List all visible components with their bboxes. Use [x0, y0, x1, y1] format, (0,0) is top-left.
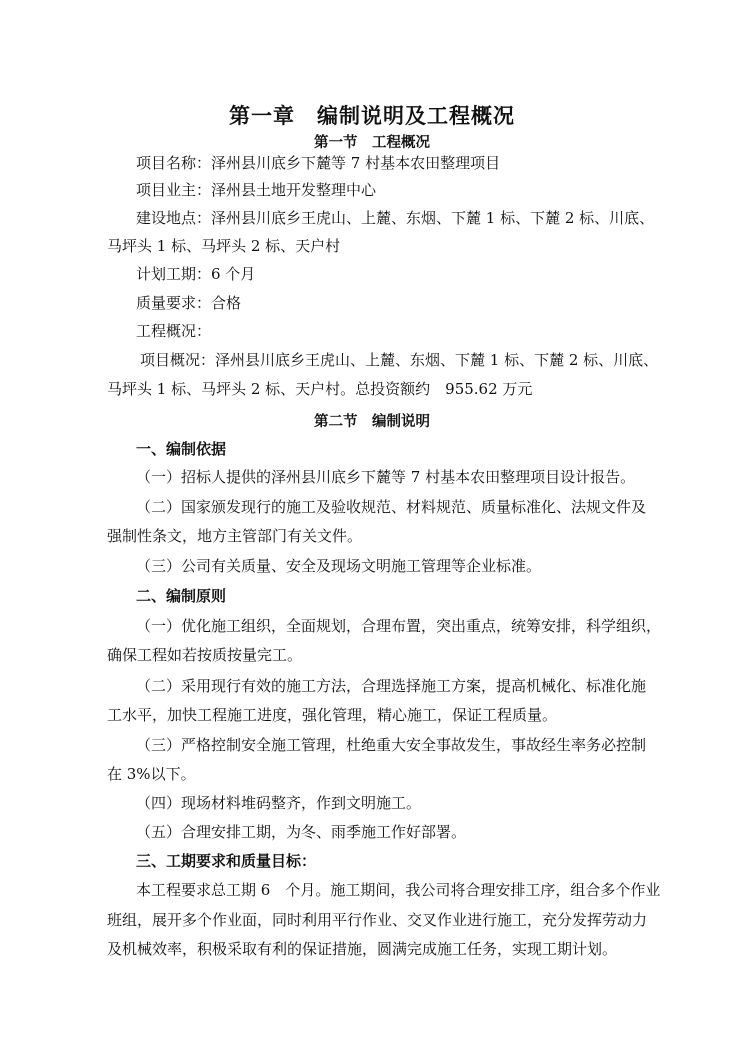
- summary-line-1: 项目概况：泽州县川底乡王虎山、上麓、东烟、下麓 1 标、下麓 2 标、川底、: [140, 351, 659, 369]
- summary-line-2: 马坪头 1 标、马坪头 2 标、天户村。总投资额约 955.62 万元: [107, 380, 533, 398]
- chapter-title: 第一章 编制说明及工程概况: [229, 103, 515, 128]
- duration-line: 计划工期：6 个月: [136, 265, 256, 283]
- principles-heading: 二、编制原则: [136, 587, 227, 605]
- section-title-overview: 第一节 工程概况: [314, 134, 430, 151]
- project-owner-line: 项目业主：泽州县土地开发整理中心: [136, 181, 377, 199]
- principles-item-1-line-1: （一）优化施工组织，全面规划，合理布置，突出重点，统筹安排，科学组织，: [136, 617, 662, 635]
- section-title-notes: 第二节 编制说明: [314, 413, 430, 430]
- principles-item-2-line-1: （二）采用现行有效的施工方法，合理选择施工方案，提高机械化、标准化施: [136, 677, 647, 695]
- principles-item-4: （四）现场材料堆码整齐，作到文明施工。: [136, 794, 422, 812]
- project-name-line: 项目名称：泽州县川底乡下麓等 7 村基本农田整理项目: [136, 154, 501, 172]
- basis-heading: 一、编制依据: [136, 440, 227, 458]
- quality-line: 质量要求：合格: [136, 294, 242, 312]
- principles-item-5: （五）合理安排工期，为冬、雨季施工作好部署。: [136, 823, 467, 841]
- schedule-paragraph-line-2: 班组，展开多个作业面，同时利用平行作业、交叉作业进行施工，充分发挥劳动力: [107, 911, 648, 929]
- schedule-paragraph-line-3: 及机械效率，积极采取有利的保证措施，圆满完成施工任务，实现工期计划。: [107, 940, 618, 958]
- location-line-2: 马坪头 1 标、马坪头 2 标、天户村: [107, 237, 341, 255]
- schedule-paragraph-line-1: 本工程要求总工期 6 个月。施工期间，我公司将合理安排工序，组合多个作业: [136, 881, 661, 899]
- principles-item-3-line-1: （三）严格控制安全施工管理，杜绝重大安全事故发生，事故经生率务必控制: [136, 736, 647, 754]
- principles-item-3-line-2: 在 3%以下。: [107, 765, 196, 783]
- location-line-1: 建设地点：泽州县川底乡王虎山、上麓、东烟、下麓 1 标、下麓 2 标、川底、: [136, 209, 655, 227]
- principles-item-2-line-2: 工水平，加快工程施工进度，强化管理，精心施工，保证工程质量。: [107, 706, 558, 724]
- basis-item-2-line-1: （二）国家颁发现行的施工及验收规范、材料规范、质量标准化、法规文件及: [136, 498, 647, 516]
- schedule-heading: 三、工期要求和质量目标：: [136, 852, 317, 870]
- engineering-overview-label: 工程概况：: [136, 322, 212, 340]
- basis-item-2-line-2: 强制性条文，地方主管部门有关文件。: [107, 527, 363, 545]
- basis-item-3: （三）公司有关质量、安全及现场文明施工管理等企业标准。: [136, 557, 542, 575]
- basis-item-1: （一）招标人提供的泽州县川底乡下麓等 7 村基本农田整理项目设计报告。: [136, 468, 636, 486]
- principles-item-1-line-2: 确保工程如若按质按量完工。: [107, 646, 303, 664]
